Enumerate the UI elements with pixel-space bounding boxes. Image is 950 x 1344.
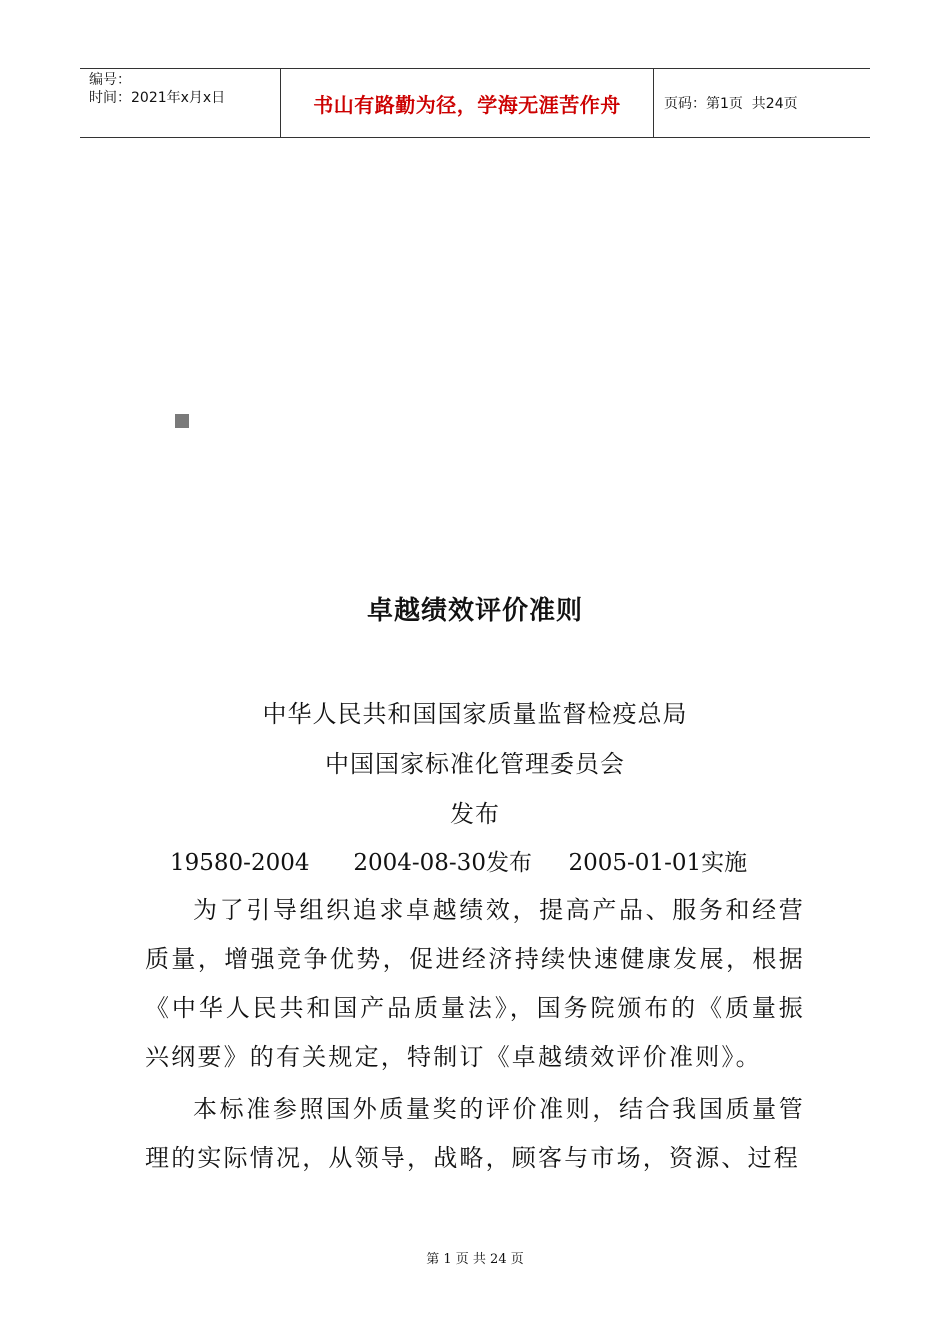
publish-label: 发布 <box>450 800 500 828</box>
page-info-text: 页码：第1页 共24页 <box>664 96 798 112</box>
intro-paragraph: 为了引导组织追求卓越绩效，提高产品、服务和经营质量，增强竞争优势，促进经济持续快速健康发展，根据《中华人民共和国产品质量法》，国务院颁布的《质量振兴纲要》的有关规定，特制订《卓越绩效评价准则》。 <box>145 896 805 1071</box>
header-meta <box>80 69 281 137</box>
header-page-info <box>654 69 870 137</box>
document-time-label: 时间：2021年x月x日 <box>89 90 226 106</box>
issuer-line-1: 中华人民共和国国家质量监督检疫总局 <box>262 700 688 728</box>
standard-dates-line: 19580-2004 2004-08-30发布 2005-01-01实施 <box>170 850 748 876</box>
page-footer: 第 1 页 共 24 页 <box>426 1252 524 1267</box>
header-motto: 书山有路勤为径，学海无涯苦作舟 <box>281 69 654 137</box>
issuer-line-2: 中国国家标准化管理委员会 <box>325 750 625 778</box>
document-number-label: 编号： <box>89 72 131 88</box>
square-bullet-icon <box>175 414 189 428</box>
page-header <box>80 68 870 138</box>
document-title: 卓越绩效评价准则 <box>366 596 583 626</box>
reference-paragraph: 本标准参照国外质量奖的评价准则，结合我国质量管理的实际情况，从领导，战略，顾客与市场，资源、过程 <box>145 1095 805 1172</box>
